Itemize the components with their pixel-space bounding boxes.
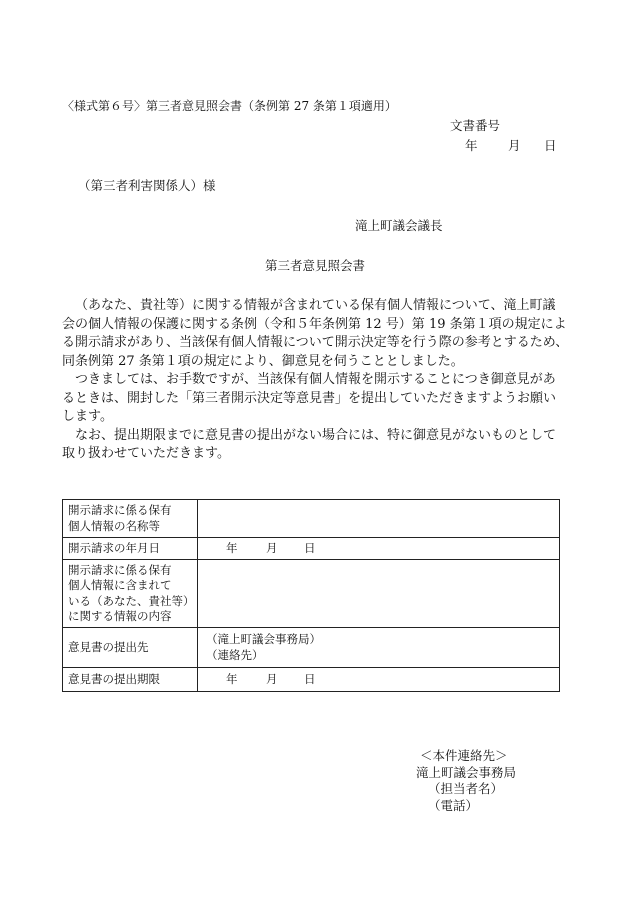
body-line: なお、提出期限までに意見書の提出がない場合には、特に御意見がないものとして [75,427,557,443]
document-title: 第三者意見照会書 [264,258,365,273]
addressee: （第三者利害関係人）様 [78,178,216,193]
body-line: （あなた、貴社等）に関する情報が含まれている保有個人情報について、滝上町議 [75,298,556,313]
body-line: 取り扱わせていただきます。 [62,446,230,461]
table-row [63,668,560,692]
request-info-table [62,499,560,692]
document-date [465,138,557,154]
form-identifier: 〈様式第６号〉第三者意見照会書（条例第 27 条第１項適用） [62,99,397,113]
info-content-value [198,560,560,628]
document-number-label: 文書番号 [450,118,501,133]
contact-phone: （電話） [428,797,479,813]
table-row [63,628,560,668]
submission-destination-label: 意見書の提出先 [63,628,198,668]
date-month-label: 月 [508,138,521,153]
submission-deadline-value: 年 月 日 [198,668,560,692]
table-row [63,560,560,628]
submission-destination-value: （滝上町議会事務局） （連絡先） [198,628,560,668]
body-text [62,297,582,464]
body-line: るときは、開封した「第三者開示決定等意見書」を提出していただきますようお願い [62,390,557,406]
sender: 滝上町議会議長 [355,218,443,233]
body-line: 会の個人情報の保護に関する条例（令和５年条例第 12 号）第 19 条第１項の規定によ [62,316,567,332]
info-content-label: 開示請求に係る保有 個人情報に含まれて いる（あなた、貴社等） に関する情報の内容 [63,560,198,628]
request-date-label: 開示請求の年月日 [63,538,198,560]
info-name-value [198,500,560,538]
contact-person: （担当者名） [428,781,504,796]
date-day-label: 日 [544,138,557,153]
request-date-value: 年 月 日 [198,538,560,560]
table-row [63,538,560,560]
body-line: つきましては、お手数ですが、当該保有個人情報を開示することにつき御意見があ [75,372,556,387]
body-line: 同条例第 27 条第１項の規定により、御意見を伺うこととしました。 [62,353,464,369]
body-line: る開示請求があり、当該保有個人情報について開示決定等を行う際の参考とするため、 [62,335,569,350]
contact-heading: ＜本件連絡先＞ [420,748,508,763]
body-line: します。 [62,409,113,424]
table-row [63,500,560,538]
info-name-label: 開示請求に係る保有 個人情報の名称等 [63,500,198,538]
submission-deadline-label: 意見書の提出期限 [63,668,198,692]
contact-block [416,748,517,814]
date-year-label: 年 [465,138,478,153]
contact-office: 滝上町議会事務局 [416,764,517,780]
